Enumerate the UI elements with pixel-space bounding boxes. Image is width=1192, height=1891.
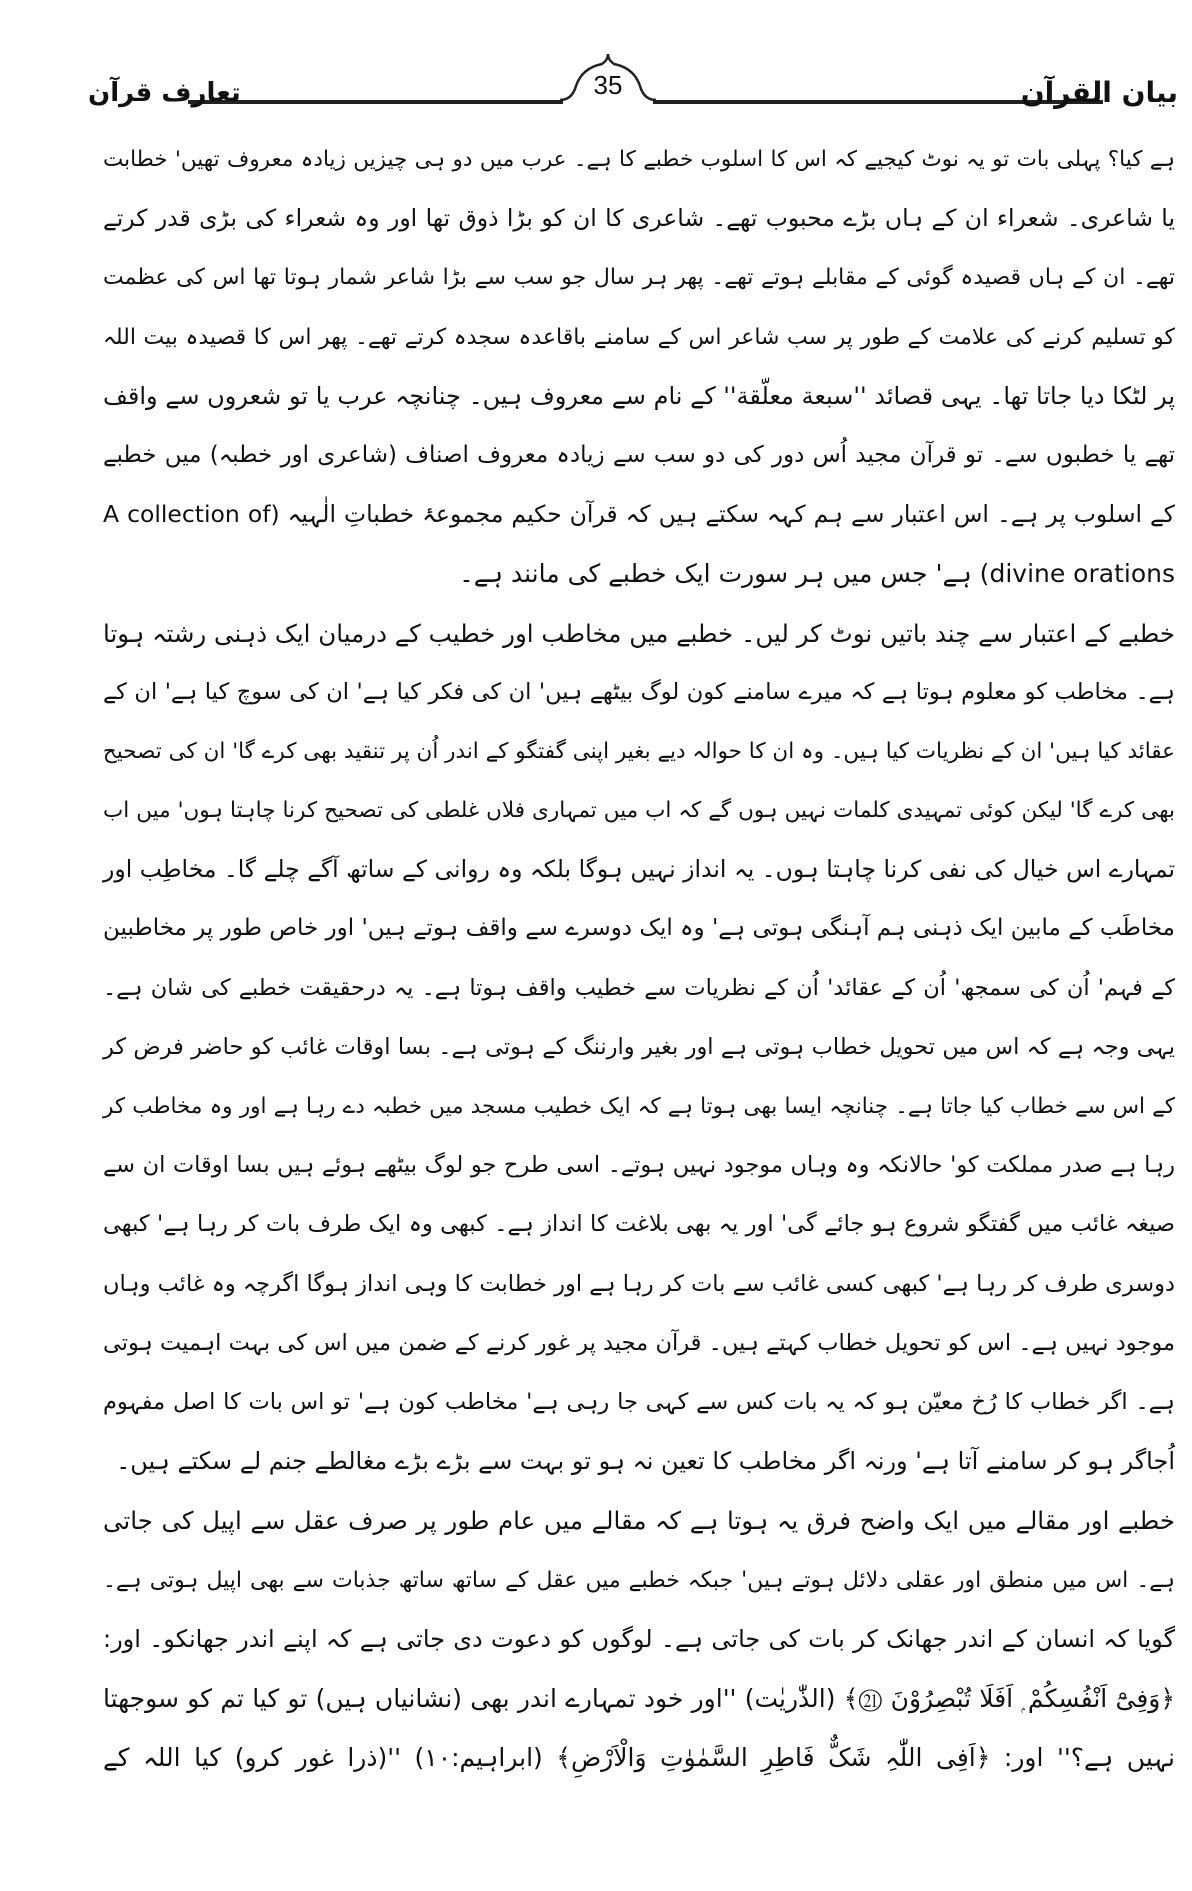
text-line: صیغہ غائب میں گفتگو شروع ہو جائے گی' اور یہ بھی بلاغت کا انداز ہے۔ کبھی وہ ایک طرف بات کر رہا ہے' کبھی [103, 1211, 1175, 1238]
text-line: ہے۔ اس میں منطق اور عقلی دلائل ہوتے ہیں' جبکہ خطبے میں عقل کے ساتھ ساتھ جذبات سے بھی اپیل ہوتی ہے۔ [103, 1567, 1175, 1593]
text-line: کے فہم' اُن کی سمجھ' اُن کے عقائد' اُن کے نظریات سے خطیب واقف ہوتا ہے۔ یہ درحقیقت خطبے کی شان ہے۔ [103, 974, 1175, 1001]
page-number: 35 [593, 70, 623, 100]
header-rule-left [188, 100, 563, 104]
text-line: بھی کرے گا' لیکن کوئی تمہیدی کلمات نہیں ہوں گے کہ اب میں تمہاری فلاں غلطی کی تصحیح کرنا چاہتا ہوں' میں اب [103, 798, 1175, 824]
text-line: کے اس سے خطاب کیا جاتا ہے۔ چنانچہ ایسا بھی ہوتا ہے کہ ایک خطیب مسجد میں خطبہ دے رہا ہے اور وہ مخاطب کر [103, 1094, 1175, 1119]
text-line: دوسری طرف کر رہا ہے' کبھی کسی غائب سے بات کر رہا ہے اور خطابت کا وہی انداز ہوگا اگرچہ وہ غائب وہاں [103, 1270, 1175, 1297]
text-line: خطبے اور مقالے میں ایک واضح فرق یہ ہوتا ہے کہ مقالے میں عام طور پر صرف عقل سے اپیل کی جاتی [103, 1506, 1175, 1536]
text-line: یہی وجہ ہے کہ اس میں تحویل خطاب ہوتی ہے اور بغیر وارننگ کے ہوتی ہے۔ بسا اوقات غائب کو حاضر فرض کر [103, 1033, 1175, 1060]
text-line: عقائد کیا ہیں' ان کے نظریات کیا ہیں۔ وہ ان کا حوالہ دیے بغیر اپنی گفتگو کے اندر اُن پر تنقید بھی کرے گا' ان کی تصحیح [102, 738, 1175, 764]
text-line: خطبے کے اعتبار سے چند باتیں نوٹ کر لیں۔ خطبے میں مخاطب اور خطیب کے درمیان ایک ذہنی رشتہ ہوتا [103, 618, 1175, 648]
text-line: رہا ہے صدر مملکت کو' حالانکہ وہ وہاں موجود نہیں ہوتے۔ اسی طرح جو لوگ بیٹھے ہوئے ہیں بسا اوقات ان سے [103, 1152, 1175, 1179]
text-line: ہے۔ اگر خطاب کا رُخ معیّن ہو کہ یہ بات کس سے کہی جا رہی ہے' مخاطب کون ہے' تو اس بات کا اصل مفہوم [103, 1388, 1175, 1415]
text-line: تھے۔ ان کے ہاں قصیدہ گوئی کے مقابلے ہوتے تھے۔ پھر ہر سال جو سب سے بڑا شاعر شمار ہوتا تھا اس کی عظمت [103, 265, 1175, 291]
text-line: ہے۔ مخاطب کو معلوم ہوتا ہے کہ میرے سامنے کون لوگ بیٹھے ہیں' ان کی فکر کیا ہے' ان کی سوچ کیا ہے' ان کے [103, 678, 1175, 705]
text-line: گویا کہ انسان کے اندر جھانک کر بات کی جاتی ہے۔ لوگوں کو دعوت دی جاتی ہے کہ اپنے اندر جھانکو۔ اور: [103, 1624, 1175, 1653]
text-line: تھے یا خطبوں سے۔ تو قرآن مجید اُس دور کی دو سب سے زیادہ معروف اصناف (شاعری اور خطبہ) میں خطبے [103, 441, 1175, 468]
page-header [88, 62, 1178, 122]
text-line: نہیں ہے؟'' اور: ﴿اَفِی اللّٰہِ شَکٌّ فَاطِرِ السَّمٰوٰتِ وَالْاَرْضِ﴾ (ابراہیم:۱۰) ''(ذرا غور کرو) کیا اللہ کے [103, 1743, 1175, 1773]
text-line: یا شاعری۔ شعراء ان کے ہاں بڑے محبوب تھے۔ شاعری کا ان کو بڑا ذوق تھا اور وہ شعراء کی بڑی قدر کرتے [103, 204, 1175, 233]
text-line: کو تسلیم کرنے کی علامت کے طور پر سب شاعر اس کے سامنے باقاعدہ سجدہ کرتے تھے۔ پھر اس کا قصیدہ بیت اللہ [103, 324, 1175, 350]
text-line: ﴿وَفِیْٓ اَنْفُسِکُمْ ۭ اَفَلَا تُبْصِرُوْنَ ㉑﴾ (الذّٰریٰت) ''اور خود تمہارے اندر بھی (نشانیاں ہیں) تو کیا تم کو سوجھتا [103, 1683, 1175, 1713]
text-line: کے اسلوب پر ہے۔ اس اعتبار سے ہم کہہ سکتے ہیں کہ قرآن حکیم مجموعۂ خطباتِ الٰہیہ (A collection of [103, 500, 1175, 529]
text-line: اُجاگر ہو کر سامنے آتا ہے' ورنہ اگر مخاطب کا تعین نہ ہو تو بہت سے بڑے بڑے مغالطے جنم لے سکتے ہیں۔ [116, 1447, 1175, 1476]
text-line: موجود نہیں ہے۔ اس کو تحویل خطاب کہتے ہیں۔ قرآن مجید پر غور کرنے کے ضمن میں اس کی بہت اہمیت ہوتی [103, 1329, 1175, 1356]
book-title: بیان القرآن [1020, 76, 1178, 109]
text-line: ہے کیا؟ پہلی بات تو یہ نوٹ کیجیے کہ اس کا اسلوب خطبے کا ہے۔ عرب میں دو ہی چیزیں زیادہ معروف تھیں' خطابت [103, 147, 1175, 172]
text-line: تمہارے اس خیال کی نفی کرنا چاہتا ہوں۔ یہ انداز نہیں ہوگا بلکہ وہ روانی کے ساتھ آگے چلے گا۔ مخاطِب اور [103, 855, 1175, 884]
text-line: مخاطَب کے مابین ایک ذہنی ہم آہنگی ہوتی ہے' وہ ایک دوسرے سے واقف ہوتے ہیں' اور خاص طور پر مخاطبین [103, 915, 1175, 942]
page-number-badge [558, 54, 658, 110]
chapter-title: تعارف قرآن [88, 78, 241, 108]
page-body [103, 130, 1175, 1787]
text-line: divine orations) ہے' جس میں ہر سورت ایک خطبے کی مانند ہے۔ [459, 559, 1175, 589]
text-line: پر لٹکا دیا جاتا تھا۔ یہی قصائد ''سبعة معلّقة'' کے نام سے معروف ہیں۔ چنانچہ عرب یا تو شعروں سے واقف [103, 381, 1175, 410]
